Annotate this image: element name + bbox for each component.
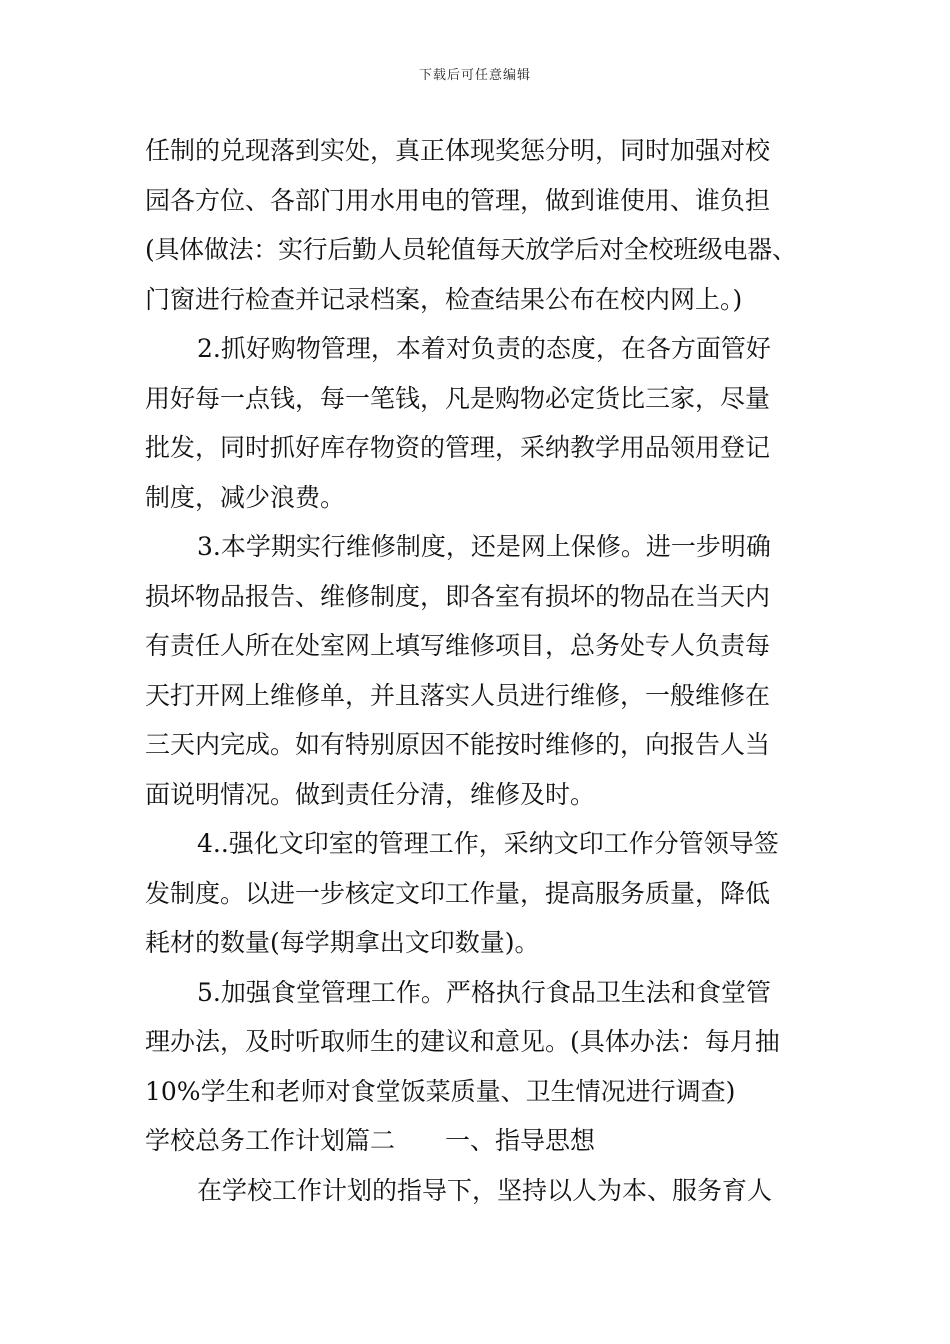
text-line: 园各方位、各部门用水用电的管理，做到谁使用、谁负担 [145,185,771,215]
document-body [145,126,815,1215]
text-line: 任制的兑现落到实处，真正体现奖惩分明，同时加强对校 [145,136,771,165]
paragraph-start-line: 5.加强食堂管理工作。严格执行食品卫生法和食堂管 [197,977,771,1007]
text-line: 制度，减少浪费。 [145,482,346,512]
text-line: 三天内完成。如有特别原因不能按时维修的，向报告人当 [145,730,771,759]
paragraph-start-line: 在学校工作计划的指导下，坚持以人为本、服务育人 [197,1175,773,1205]
text-line: 10%学生和老师对食堂饭菜质量、卫生情况进行调查) [145,1076,736,1106]
text-line: 发制度。以进一步核定文印工作量，提高服务质量，降低 [145,878,771,908]
paragraph-start-line: 4..强化文印室的管理工作，采纳文印工作分管领导签 [197,829,779,858]
text-line: 理办法，及时听取师生的建议和意见。(具体办法：每月抽 [145,1027,780,1056]
text-line: (具体做法：实行后勤人员轮值每天放学后对全校班级电器、 [145,235,797,264]
text-line: 有责任人所在处室网上填写维修项目，总务处专人负责每 [145,631,771,660]
paragraph-start-line: 3.本学期实行维修制度，还是网上保修。进一步明确 [197,532,771,561]
page-header: 下载后可任意编辑 [418,68,531,83]
text-line: 批发，同时抓好库存物资的管理，采纳教学用品领用登记 [145,433,771,462]
text-line: 用好每一点钱，每一笔钱，凡是购物必定货比三家，尽量 [145,383,771,413]
text-line: 门窗进行检查并记录档案，检查结果公布在校内网上。) [145,284,743,314]
text-line: 面说明情况。做到责任分清，维修及时。 [145,779,596,809]
text-line: 耗材的数量(每学期拿出文印数量)。 [145,928,540,957]
section-heading-line: 学校总务工作计划篇二 一、指导思想 [145,1126,596,1155]
text-line: 天打开网上维修单，并且落实人员进行维修，一般维修在 [145,680,771,710]
text-line: 损坏物品报告、维修制度，即各室有损坏的物品在当天内 [145,581,771,611]
paragraph-start-line: 2.抓好购物管理，本着对负责的态度，在各方面管好 [197,334,771,363]
